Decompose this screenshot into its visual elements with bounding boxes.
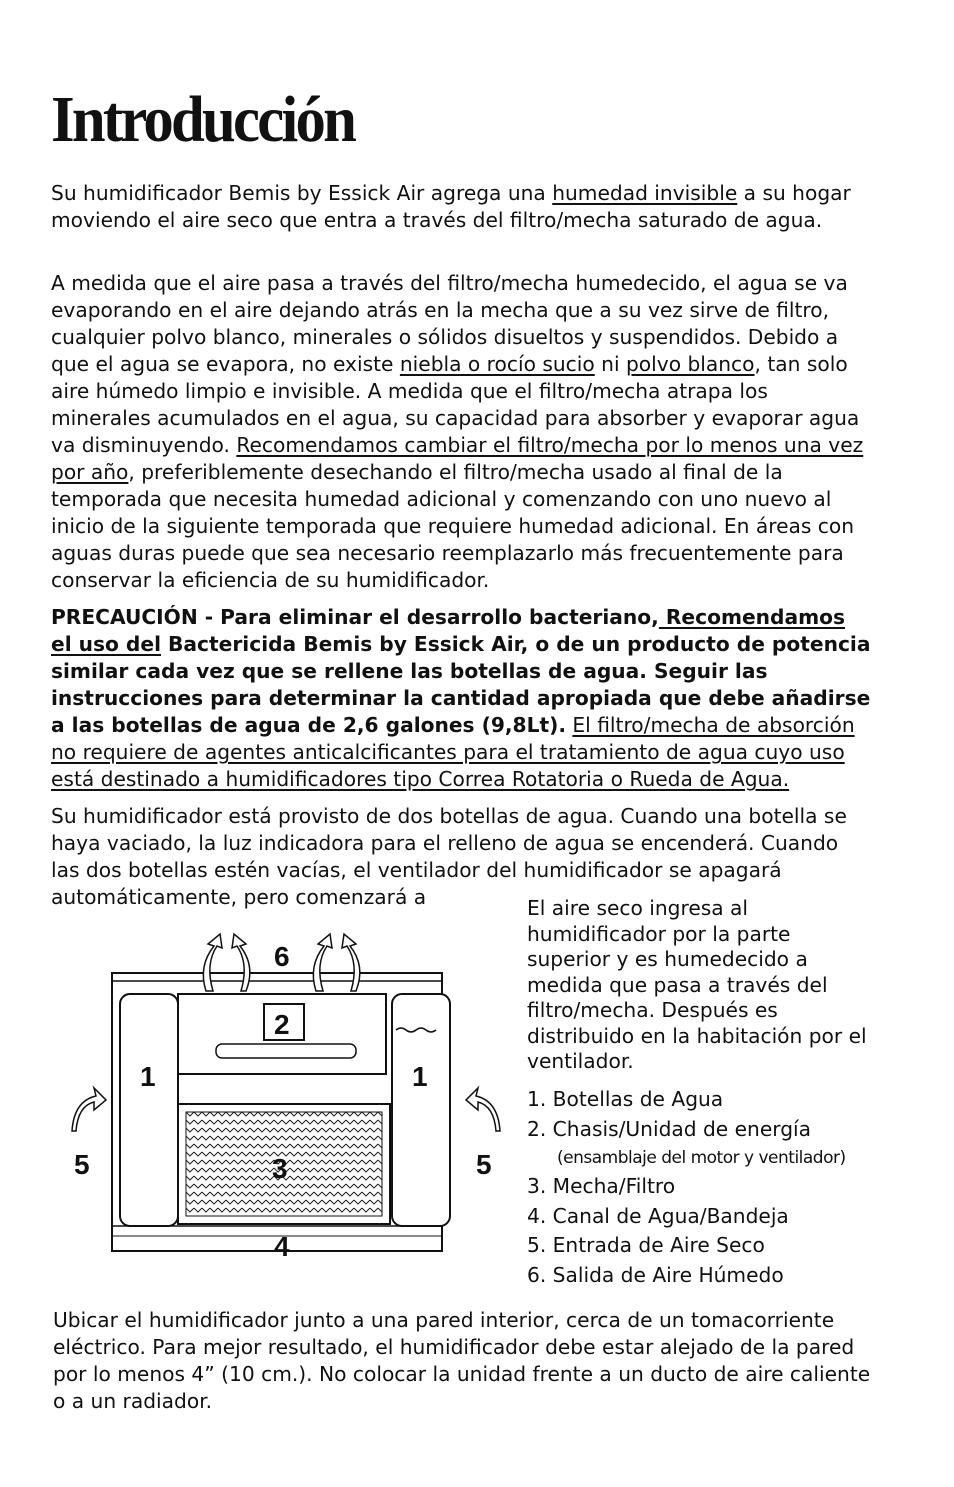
label-4: 4: [274, 1231, 290, 1262]
left-water-bottle: [120, 994, 178, 1226]
caution-paragraph: [51, 604, 871, 793]
label-6: 6: [274, 941, 290, 972]
text-run: ni: [594, 352, 626, 376]
text-run: A medida que el aire pasa a través del filtro/mecha humedecido, el agua se va evaporando en el aire dejando atrás en la mecha que a su vez sirve de filtro, cualquier polvo blanco, minerales o sólidos disueltos y suspendidos. Debido a que el agua se evapora, no existe: [51, 271, 848, 376]
underlined-text: El filtro/mecha de absorción no requiere de agentes anticalcificantes para el tratamiento de agua cuyo uso está destinado a humidificadores tipo Correa Rotatoria o Rueda de Agua.: [51, 713, 855, 791]
underlined-text: Recomendamos cambiar el filtro/mecha por lo menos una vez por año: [51, 433, 864, 484]
caution-bold-text: PRECAUCIÓN - Para eliminar el desarrollo bacteriano,: [51, 605, 659, 629]
dry-air-in-arrow: [466, 1088, 500, 1131]
underlined-text: humedad invisible: [552, 181, 738, 205]
label-2: 2: [274, 1009, 290, 1040]
bottles-paragraph: Su humidificador está provisto de dos botellas de agua. Cuando una botella se haya vaciado, la luz indicadora para el relleno de agua se encenderá. Cuando las dos botellas estén vacías, el ventilador del humidificador se apagará automáticamente, pero comenzará a: [51, 804, 847, 909]
legend-item: 5. Entrada de Aire Seco: [527, 1233, 765, 1257]
caution-bold-underlined-text: Recomendamos el uso del: [51, 605, 846, 656]
evaporation-paragraph: [51, 270, 871, 594]
label-1-right: 1: [412, 1061, 428, 1092]
text-run: a su hogar moviendo el aire seco que entra a través del filtro/mecha saturado de agua.: [51, 181, 851, 232]
humid-air-out-arrow: [313, 934, 332, 991]
legend-item: 4. Canal de Agua/Bandeja: [527, 1203, 789, 1228]
text-run: , tan solo aire húmedo limpio e invisible. A medida que el filtro/mecha atrapa los minerales acumulados en el agua, su capacidad para absorber y evaporar agua va disminuyendo.: [51, 352, 860, 457]
text-run: , preferiblemente desechando el filtro/mecha usado al final de la temporada que necesita humedad adicional y comenzando con uno nuevo al inicio de la siguiente temporada que requiere humedad adicional. En áreas con aguas duras puede que sea necesario reemplazarlo más frecuentemente para conservar la eficiencia de su humidificador.: [51, 460, 855, 592]
placement-paragraph: Ubicar el humidificador junto a una pared interior, cerca de un tomacorriente eléctrico. Para mejor resultado, el humidificador debe estar alejado de la pared por lo menos 4” (10 cm.). No colocar la unidad frente a un ducto de aire caliente o a un radiador.: [53, 1308, 871, 1413]
text-run: Su humidificador Bemis by Essick Air agrega una: [51, 181, 553, 205]
legend-item: 1. Botellas de Agua: [527, 1087, 724, 1111]
legend-item: 6. Salida de Aire Húmedo: [527, 1262, 784, 1287]
diagram-caption: El aire seco ingresa al humidificador por la parte superior y es humedecido a medida que pasa a través del filtro/mecha. Después es distribuido en la habitación por el ventilador.: [527, 896, 867, 1073]
label-3: 3: [272, 1153, 288, 1184]
intro-paragraph: [51, 180, 871, 234]
legend-item: 3. Mecha/Filtro: [527, 1174, 676, 1198]
label-1-left: 1: [140, 1061, 156, 1092]
humid-air-out-arrow: [342, 934, 360, 991]
right-water-bottle: [392, 994, 450, 1226]
label-5-left: 5: [74, 1149, 90, 1180]
humid-air-out-arrow: [232, 934, 250, 991]
diagram-legend: [527, 1085, 877, 1290]
humid-air-out-arrow: [203, 934, 222, 991]
fan-motor: [216, 1044, 356, 1058]
underlined-text: niebla o rocío sucio: [399, 352, 595, 376]
legend-subitem: (ensamblaje del motor y ventilador): [557, 1148, 846, 1168]
humidifier-diagram: [66, 926, 506, 1266]
legend-item: 2. Chasis/Unidad de energía: [527, 1116, 812, 1141]
page-title: Introducción: [51, 83, 355, 156]
dry-air-in-arrow: [72, 1088, 106, 1131]
caution-bold-text: Bactericida Bemis by Essick Air, o de un producto de potencia similar cada vez que se rellene las botellas de agua. Seguir las instrucciones para determinar la cantidad apropiada que debe añadirse a las botellas de agua de 2,6 galones (9,8Lt).: [51, 632, 871, 737]
underlined-text: polvo blanco: [625, 352, 755, 376]
label-5-right: 5: [476, 1149, 492, 1180]
